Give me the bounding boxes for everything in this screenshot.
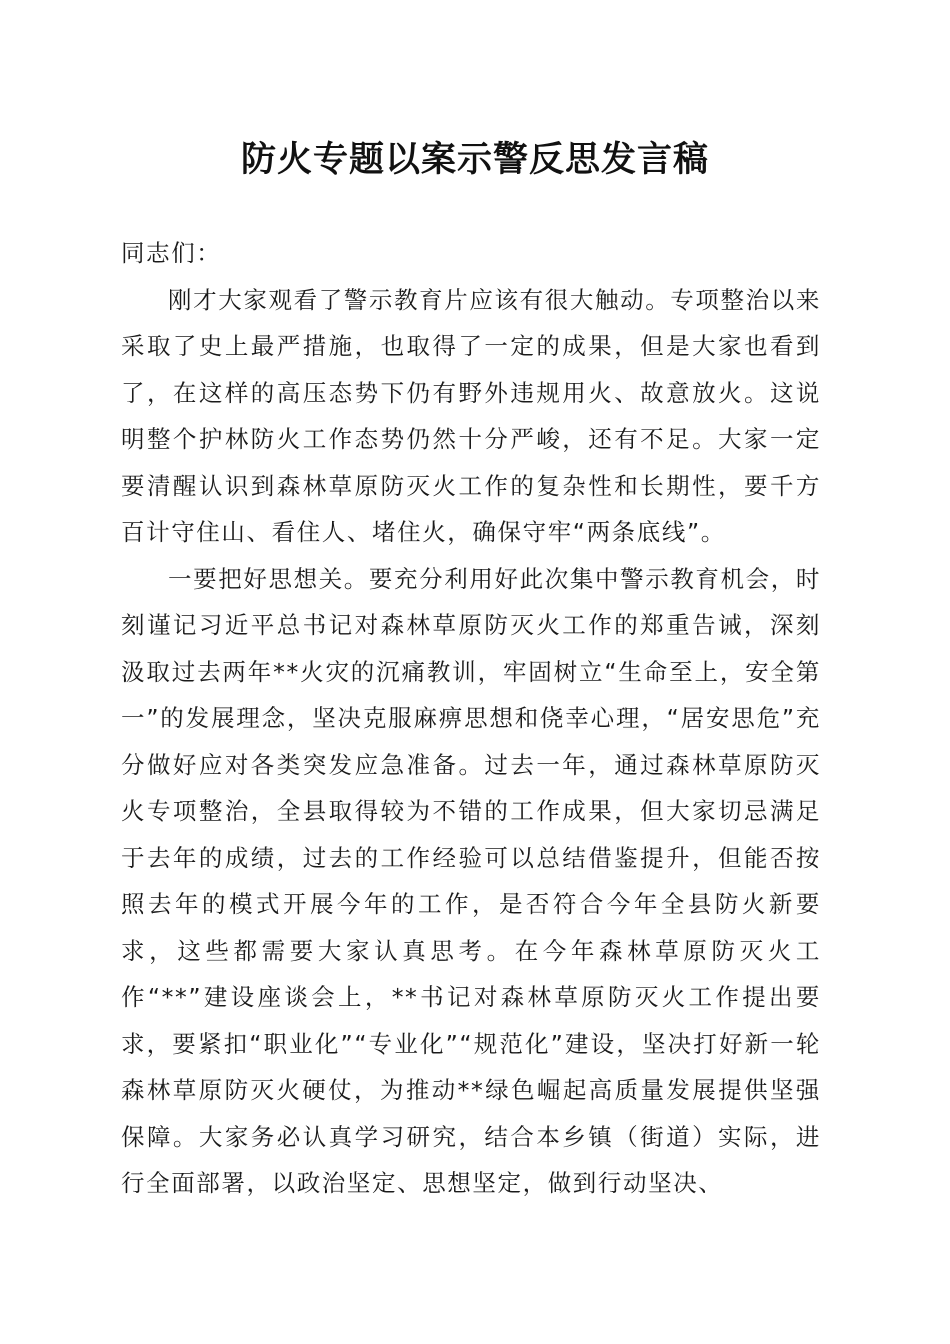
document-title: 防火专题以案示警反思发言稿 — [240, 139, 709, 180]
paragraph-2: 一要把好思想关。要充分利用好此次集中警示教育机会，时刻谨记习近平总书记对森林草原防灭火工作的郑重告诫，深刻汲取过去两年**火灾的沉痛教训，牢固树立“生命至上，安全第一”的发展理念，坚决克服麻痹思想和侥幸心理，“居安思危”充分做好应对各类突发应急准备。过去一年，通过森林草原防灭火专项整治，全县取得较为不错的工作成果，但大家切忌满足于去年的成绩，过去的工作经验可以总结借鉴提升，但能否按照去年的模式开展今年的工作，是否符合今年全县防火新要求，这些都需要大家认真思考。在今年森林草原防灭火工作“**”建设座谈会上，**书记对森林草原防灭火工作提出要求，要紧扣“职业化”“专业化”“规范化”建设，坚决打好新一轮森林草原防灭火硬仗，为推动**绿色崛起高质量发展提供坚强保障。大家务必认真学习研究，结合本乡镇（街道）实际，进行全面部署，以政治坚定、思想坚定，做到行动坚决、 — [121, 564, 821, 1197]
salutation: 同志们： — [121, 239, 222, 267]
paragraph-1: 刚才大家观看了警示教育片应该有很大触动。专项整治以来采取了史上最严措施，也取得了一定的成果，但是大家也看到了，在这样的高压态势下仍有野外违规用火、故意放火。这说明整个护林防火工作态势仍然十分严峻，还有不足。大家一定要清醒认识到森林草原防灭火工作的复杂性和长期性，要千方百计守住山、看住人、堵住火，确保守牢“两条底线”。 — [121, 285, 821, 546]
document-body — [121, 230, 821, 1207]
